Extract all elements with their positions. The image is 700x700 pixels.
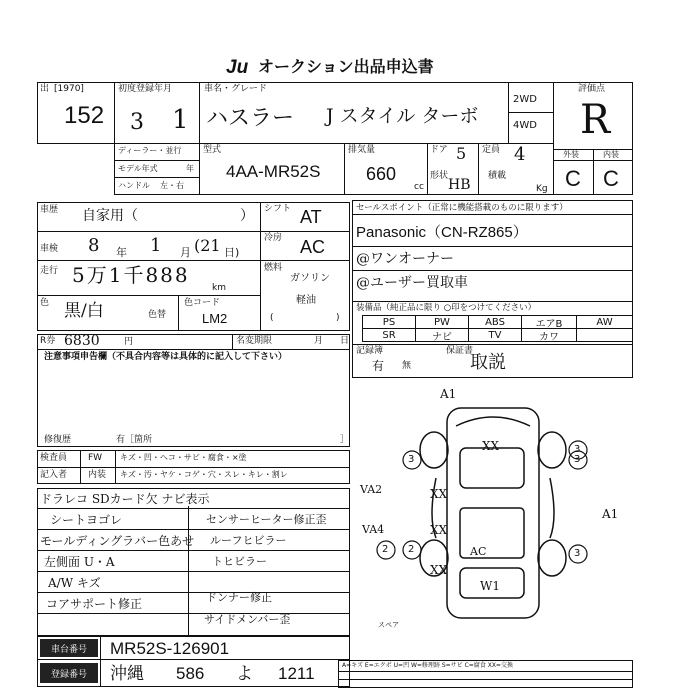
color-label: 色 (40, 298, 50, 308)
inspection-day-unit: 日) (224, 246, 240, 259)
mileage-value: 5万1千888 (72, 263, 190, 287)
equip-pw: PW (415, 315, 469, 329)
notes-box (37, 349, 350, 447)
mark-va4: VA4 (362, 523, 385, 536)
mark-a1-right: A1 (602, 507, 619, 521)
note-2: シートヨゴレ (50, 513, 123, 527)
wd-box (508, 82, 554, 144)
usage-value: 自家用（ (82, 207, 138, 223)
score-label: 評価点 (578, 84, 606, 94)
plate-prefecture: 沖縄 (110, 664, 144, 683)
capacity-value: 4 (514, 144, 526, 165)
equip-aw: AW (576, 315, 633, 329)
int-label: 内装 (603, 150, 619, 159)
note-9: トヒビラー (212, 555, 267, 568)
load-label: 積載 (488, 171, 507, 181)
fw-label: FW (88, 453, 103, 463)
cc-label: 排気量 (348, 145, 376, 155)
repaint-label: 色替 (148, 310, 167, 320)
car-outline (352, 378, 633, 638)
door-value: 5 (456, 144, 467, 163)
mark-xx-1: XX (482, 439, 500, 453)
circle-3-right-top: 3 (574, 444, 581, 455)
shape-label: 形状 (430, 171, 449, 181)
sales-point-line3: @ユーザー買取車 (356, 275, 468, 291)
plate-number: 1211 (278, 664, 315, 683)
usage-label: 車歴 (40, 205, 59, 215)
record-value: 有 (372, 359, 385, 373)
color-code-label: 色コード (184, 298, 221, 308)
inspector-label: 検査員 (40, 453, 68, 463)
note-5: A/W キズ (48, 576, 101, 590)
type-value: 4AA-MR52S (226, 162, 321, 181)
recycle-value: 6830 (64, 333, 100, 349)
door-label: ドア (430, 145, 448, 155)
note-1: ドラレコ SDカード欠 ナビ表示 (40, 492, 210, 506)
equip-sr: SR (362, 328, 416, 342)
form-title: オークション出品申込書 (258, 59, 434, 76)
cc-unit: cc (414, 182, 424, 192)
manual-label: 保証書 (446, 346, 474, 356)
fuel-value: ガソリン (290, 273, 330, 284)
chassis-value: MR52S-126901 (110, 639, 230, 658)
car-name: ハスラー (206, 105, 295, 130)
int-score: C (603, 166, 619, 191)
circle-3-left-front: 3 (408, 454, 415, 465)
equip-abs: ABS (468, 315, 522, 329)
fuel-paren-open: ( (270, 313, 274, 323)
load-unit: Kg (536, 184, 548, 194)
interior-label: 内装 (88, 470, 107, 480)
equip-ps: PS (362, 315, 416, 329)
repair-value: 有［箇所 (116, 435, 153, 445)
equip-empty (576, 328, 633, 342)
equip-leather: カワ (521, 328, 577, 342)
type-label: 型式 (203, 145, 222, 155)
inspection-year: 8 (88, 235, 100, 256)
plate-label: 登録番号 (40, 663, 98, 683)
manual-unit: 無 (402, 361, 412, 371)
reg-month: 1 (172, 105, 189, 135)
mileage-label: 走行 (40, 266, 59, 276)
note-10: ドンナー修正 (206, 591, 272, 604)
ac-label: 冷房 (264, 233, 283, 243)
mark-a1-top: A1 (440, 387, 457, 401)
reg-date-label: 初度登録年月 (118, 84, 173, 94)
fuel-label: 燃料 (264, 263, 283, 273)
cc-value: 660 (366, 164, 397, 184)
recycle-label: R券 (40, 336, 56, 346)
handle-value: 左・右 (160, 181, 184, 190)
sales-point-line1: Panasonic（CN-RZ865） (356, 224, 528, 241)
model-year-unit: 年 (186, 164, 194, 173)
reg-year: 3 (130, 110, 144, 135)
name-change-label: 名変期限 (236, 336, 273, 346)
plate-class: 586 (176, 664, 205, 683)
shift-label: シフト (264, 204, 292, 214)
car-diagram (352, 378, 633, 638)
ac-value: AC (300, 237, 326, 257)
circle-3-right-front: 3 (574, 454, 581, 465)
repair-close: ］ (340, 435, 350, 445)
circle-2-left-outer: 2 (382, 544, 389, 555)
circle-2-left-rear: 2 (408, 544, 415, 555)
note-11: サイドメンバー歪 (204, 613, 291, 626)
repair-label: 修復歴 (44, 435, 72, 445)
name-change-day: 日 (340, 336, 350, 346)
ext-label: 外装 (563, 150, 579, 159)
ext-score: C (565, 166, 581, 191)
color-code-value: LM2 (202, 311, 228, 326)
lot-label: 出 (40, 84, 50, 94)
notes-title: 注意事項申告欄（不具合内容等は具体的に記入して下さい） (44, 352, 288, 362)
note-6: コアサポート修正 (46, 597, 143, 611)
lot-number: 152 (64, 102, 105, 129)
chassis-label: 車台番号 (40, 639, 98, 657)
manual-value: 取説 (470, 352, 506, 373)
mark-w1: W1 (480, 579, 500, 593)
recycle-unit: 円 (124, 337, 134, 347)
inspection-month-unit: 月 (180, 246, 191, 259)
dealer-label: ディーラー・並行 (118, 146, 182, 155)
inspection-year-unit: 年 (116, 246, 127, 259)
mark-xx-4: XX (430, 563, 448, 577)
inspection-month: 1 (150, 235, 162, 256)
spare-label: スペア (378, 621, 399, 629)
equip-navi: ナビ (415, 328, 469, 342)
plate-kana: よ (236, 664, 253, 683)
inspection-label: 車検 (40, 244, 59, 254)
record-label: 記録簿 (356, 346, 384, 356)
mark-xx-3: XX (430, 523, 448, 537)
lot-sub: [1970] (54, 84, 84, 94)
mark-ac: AC (470, 545, 487, 558)
wd2-label: 2WD (513, 94, 537, 105)
grade: J スタイル ターボ (326, 105, 479, 127)
entry-label: 記入者 (40, 470, 68, 480)
color-value: 黒/白 (64, 301, 104, 321)
ju-logo: Ju (226, 57, 249, 78)
sales-point-line2: @ワンオーナー (356, 251, 454, 267)
fw-items: キズ・凹・ヘコ・サビ・腐食・×塗 (120, 453, 247, 462)
note-7: センサーヒーター修正歪 (206, 513, 327, 526)
mark-xx-2: XX (430, 487, 448, 501)
score-value: R (580, 97, 611, 143)
mileage-unit: km (212, 283, 226, 293)
shape-value: HB (448, 177, 471, 193)
note-8: ルーフヒビラー (210, 534, 287, 547)
legend: A=キズ E=エクボ U=凹 W=修理跡 S=サビ C=腐食 XX=交換 (342, 662, 513, 669)
note-4: 左側面 U・A (44, 555, 115, 569)
model-year-label: モデル年式 (118, 164, 158, 173)
circle-3-right-rear: 3 (574, 548, 581, 559)
name-change-unit: 月 (314, 336, 324, 346)
mark-va2: VA2 (360, 483, 383, 496)
equip-airbag: エアB (521, 315, 577, 329)
wd4-label: 4WD (513, 120, 537, 131)
interior-items: キズ・汚・ヤケ・コゲ・穴・スレ・キレ・割レ (120, 470, 288, 479)
usage-box (37, 202, 261, 232)
shift-value: AT (300, 207, 322, 227)
car-name-label: 車名・グレード (204, 84, 268, 94)
inspection-day: (21 (194, 236, 221, 255)
note-3: モールディングラバー色あせ (40, 534, 195, 548)
fuel-extra: 軽油 (296, 295, 316, 306)
usage-close: ） (240, 207, 254, 223)
equip-tv: TV (468, 328, 522, 342)
capacity-label: 定員 (482, 145, 501, 155)
sales-point-title: セールスポイント（正常に機能搭載のものに限ります） (356, 203, 568, 213)
fuel-paren-close: ) (336, 313, 340, 323)
equipment-title: 装備品（純正品に限り ○印をつけてください） (356, 303, 537, 313)
handle-label: ハンドル (118, 181, 150, 190)
